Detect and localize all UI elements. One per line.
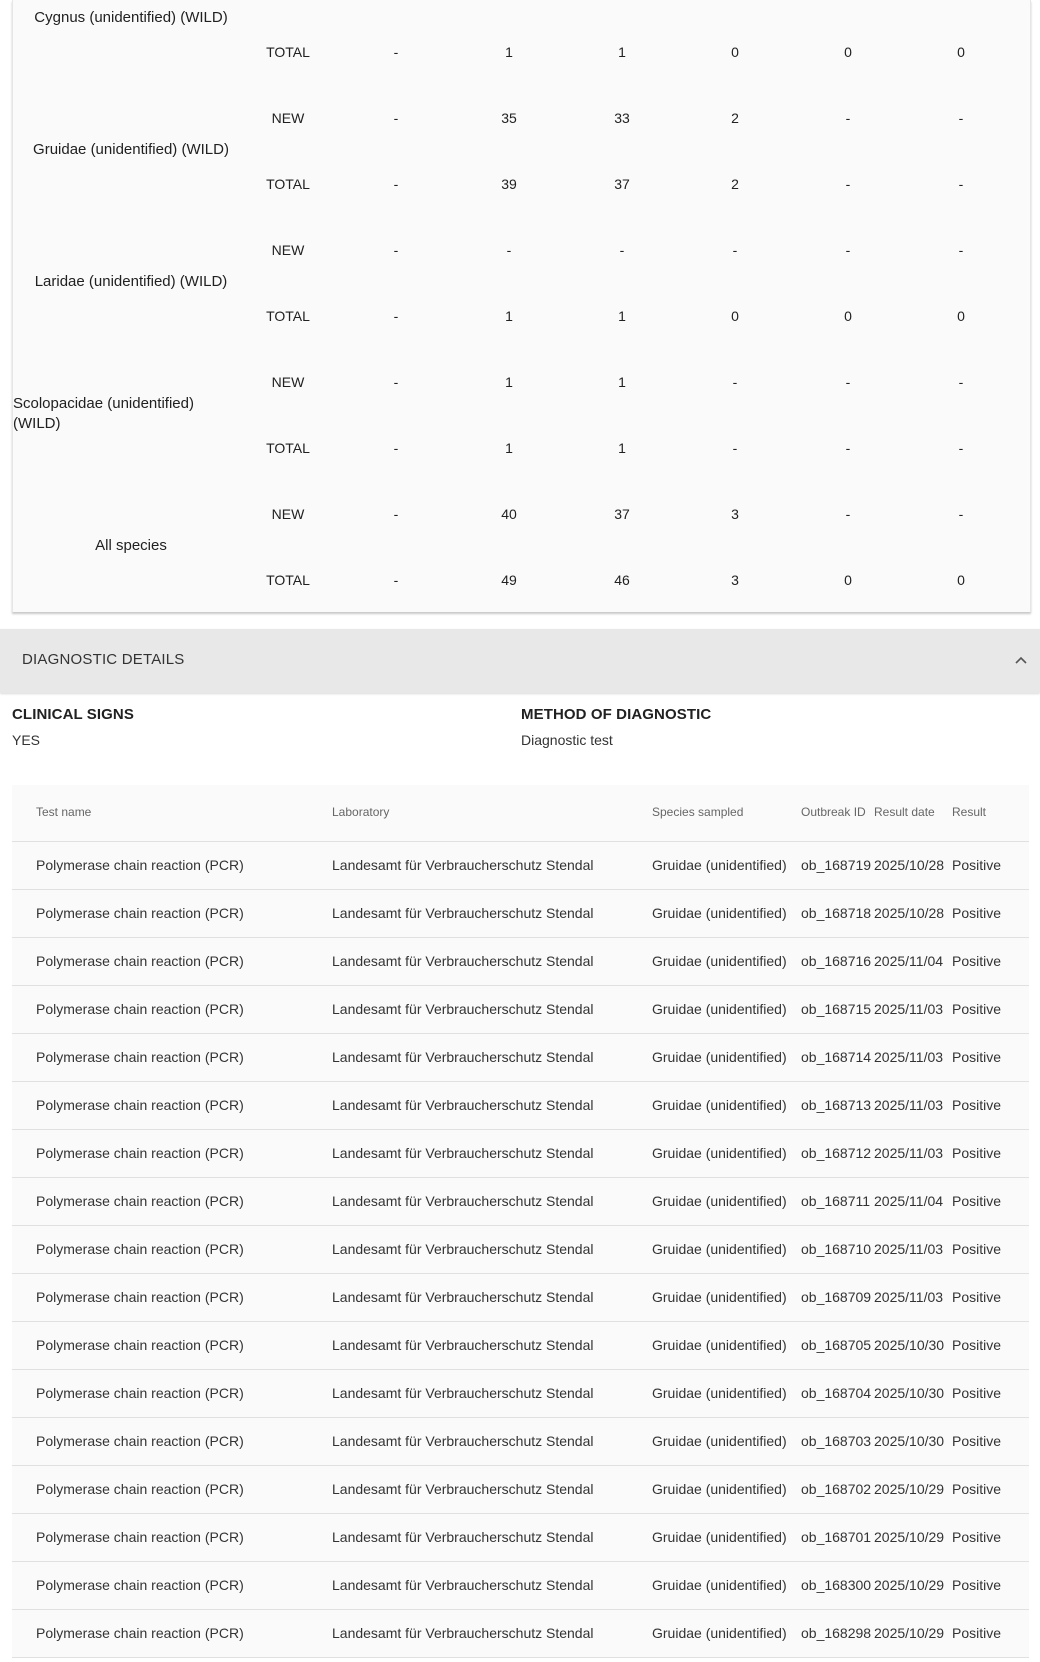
value-cell: - xyxy=(845,440,851,456)
table-row xyxy=(12,1466,1029,1514)
value-cell: - xyxy=(958,506,964,522)
cell-species: Gruidae (unidentified) xyxy=(652,1145,787,1161)
cell-laboratory: Landesamt für Verbraucherschutz Stendal xyxy=(332,1097,594,1113)
cell-result: Positive xyxy=(952,1385,1002,1401)
value-cell: - xyxy=(506,242,512,258)
chevron-up-icon[interactable] xyxy=(1014,653,1028,667)
value-cell: 0 xyxy=(844,44,852,60)
cell-result: Positive xyxy=(952,1001,1002,1017)
cell-laboratory: Landesamt für Verbraucherschutz Stendal xyxy=(332,1241,594,1257)
cell-laboratory: Landesamt für Verbraucherschutz Stendal xyxy=(332,857,594,873)
cell-test-name: Polymerase chain reaction (PCR) xyxy=(36,1577,244,1593)
value-cell: 0 xyxy=(957,308,965,324)
header-species[interactable]: Species sampled xyxy=(652,805,744,819)
row-type: TOTAL xyxy=(266,572,310,588)
cell-species: Gruidae (unidentified) xyxy=(652,1385,787,1401)
value-cell: 2 xyxy=(731,176,739,192)
cell-outbreak-id: ob_168710 xyxy=(801,1241,872,1257)
value-cell: 0 xyxy=(844,308,852,324)
cell-laboratory: Landesamt für Verbraucherschutz Stendal xyxy=(332,1433,594,1449)
table-row xyxy=(12,1034,1029,1082)
cell-test-name: Polymerase chain reaction (PCR) xyxy=(36,1145,244,1161)
cell-result: Positive xyxy=(952,1097,1002,1113)
species-row xyxy=(13,40,1030,64)
cell-result-date: 2025/11/04 xyxy=(874,953,944,969)
cell-species: Gruidae (unidentified) xyxy=(652,1193,787,1209)
table-row xyxy=(12,1274,1029,1322)
cell-result-date: 2025/10/30 xyxy=(874,1337,945,1353)
section-title: DIAGNOSTIC DETAILS xyxy=(22,651,185,668)
cell-result-date: 2025/11/03 xyxy=(874,1001,944,1017)
value-cell: 1 xyxy=(618,44,626,60)
value-cell: - xyxy=(845,242,851,258)
cell-test-name: Polymerase chain reaction (PCR) xyxy=(36,1529,244,1545)
cell-test-name: Polymerase chain reaction (PCR) xyxy=(36,1097,244,1113)
value-cell: 49 xyxy=(501,572,517,588)
table-row xyxy=(12,1130,1029,1178)
cell-outbreak-id: ob_168300 xyxy=(801,1577,872,1593)
cell-test-name: Polymerase chain reaction (PCR) xyxy=(36,1625,244,1641)
cell-result-date: 2025/11/04 xyxy=(874,1193,944,1209)
cell-species: Gruidae (unidentified) xyxy=(652,1481,787,1497)
species-name: Cygnus (unidentified) (WILD) xyxy=(34,9,228,26)
value-cell: - xyxy=(393,242,399,258)
value-cell: 33 xyxy=(614,110,630,126)
table-body xyxy=(12,842,1029,1658)
cell-species: Gruidae (unidentified) xyxy=(652,1337,787,1353)
cell-outbreak-id: ob_168719 xyxy=(801,857,872,873)
cell-outbreak-id: ob_168702 xyxy=(801,1481,872,1497)
table-row xyxy=(12,1418,1029,1466)
cell-result-date: 2025/10/30 xyxy=(874,1385,945,1401)
cell-outbreak-id: ob_168298 xyxy=(801,1625,872,1641)
value-cell: - xyxy=(845,374,851,390)
table-row xyxy=(12,890,1029,938)
cell-result: Positive xyxy=(952,1049,1002,1065)
header-result-date[interactable]: Result date xyxy=(874,805,935,819)
cell-test-name: Polymerase chain reaction (PCR) xyxy=(36,1193,244,1209)
cell-result-date: 2025/10/30 xyxy=(874,1433,945,1449)
species-row xyxy=(13,436,1030,460)
cell-result: Positive xyxy=(952,1577,1002,1593)
cell-laboratory: Landesamt für Verbraucherschutz Stendal xyxy=(332,1385,594,1401)
cell-species: Gruidae (unidentified) xyxy=(652,1001,787,1017)
species-row xyxy=(13,370,1030,394)
cell-outbreak-id: ob_168705 xyxy=(801,1337,872,1353)
value-cell: 39 xyxy=(501,176,517,192)
value-cell: 1 xyxy=(618,374,626,390)
cell-species: Gruidae (unidentified) xyxy=(652,857,787,873)
table-row xyxy=(12,1226,1029,1274)
cell-result-date: 2025/10/29 xyxy=(874,1577,945,1593)
value-cell: 37 xyxy=(614,506,630,522)
cell-outbreak-id: ob_168709 xyxy=(801,1289,872,1305)
species-row xyxy=(13,304,1030,328)
cell-outbreak-id: ob_168716 xyxy=(801,953,872,969)
cell-result: Positive xyxy=(952,1241,1002,1257)
clinical-signs-value: YES xyxy=(12,732,41,748)
cell-test-name: Polymerase chain reaction (PCR) xyxy=(36,1241,244,1257)
value-cell: - xyxy=(958,440,964,456)
value-cell: - xyxy=(732,242,738,258)
method-label: METHOD OF DIAGNOSTIC xyxy=(521,706,712,723)
value-cell: - xyxy=(845,506,851,522)
value-cell: - xyxy=(958,242,964,258)
method-value: Diagnostic test xyxy=(521,732,613,748)
cell-result-date: 2025/10/29 xyxy=(874,1625,945,1641)
cell-result-date: 2025/11/03 xyxy=(874,1145,944,1161)
cell-result-date: 2025/10/28 xyxy=(874,857,945,873)
value-cell: 2 xyxy=(731,110,739,126)
cell-laboratory: Landesamt für Verbraucherschutz Stendal xyxy=(332,1049,594,1065)
diagnostic-table xyxy=(12,785,1029,1658)
header-result[interactable]: Result xyxy=(952,805,987,819)
value-cell: 1 xyxy=(505,374,513,390)
species-name: Scolopacidae (unidentified) (WILD) xyxy=(13,395,194,432)
value-cell: 40 xyxy=(501,506,517,522)
value-cell: 1 xyxy=(505,44,513,60)
cell-result-date: 2025/10/29 xyxy=(874,1529,945,1545)
cell-laboratory: Landesamt für Verbraucherschutz Stendal xyxy=(332,1001,594,1017)
value-cell: - xyxy=(958,110,964,126)
table-row xyxy=(12,986,1029,1034)
cell-outbreak-id: ob_168713 xyxy=(801,1097,872,1113)
cell-species: Gruidae (unidentified) xyxy=(652,1433,787,1449)
cell-laboratory: Landesamt für Verbraucherschutz Stendal xyxy=(332,1145,594,1161)
value-cell: - xyxy=(845,110,851,126)
value-cell: 0 xyxy=(957,44,965,60)
cell-test-name: Polymerase chain reaction (PCR) xyxy=(36,1001,244,1017)
cell-species: Gruidae (unidentified) xyxy=(652,1097,787,1113)
cell-result-date: 2025/11/03 xyxy=(874,1097,944,1113)
cell-species: Gruidae (unidentified) xyxy=(652,1241,787,1257)
cell-test-name: Polymerase chain reaction (PCR) xyxy=(36,1049,244,1065)
cell-species: Gruidae (unidentified) xyxy=(652,1577,787,1593)
cell-result-date: 2025/11/03 xyxy=(874,1289,944,1305)
cell-laboratory: Landesamt für Verbraucherschutz Stendal xyxy=(332,1577,594,1593)
row-type: NEW xyxy=(271,506,305,522)
cell-outbreak-id: ob_168715 xyxy=(801,1001,872,1017)
cell-result: Positive xyxy=(952,1145,1002,1161)
species-row xyxy=(13,502,1030,526)
table-row xyxy=(12,1082,1029,1130)
cell-laboratory: Landesamt für Verbraucherschutz Stendal xyxy=(332,1481,594,1497)
value-cell: 1 xyxy=(505,440,513,456)
header-test-name[interactable]: Test name xyxy=(36,805,92,819)
row-type: TOTAL xyxy=(266,440,310,456)
table-row xyxy=(12,842,1029,890)
header-outbreak-id[interactable]: Outbreak ID xyxy=(801,805,866,819)
cell-test-name: Polymerase chain reaction (PCR) xyxy=(36,905,244,921)
species-name: Laridae (unidentified) (WILD) xyxy=(34,273,228,290)
cell-species: Gruidae (unidentified) xyxy=(652,1529,787,1545)
cell-laboratory: Landesamt für Verbraucherschutz Stendal xyxy=(332,1289,594,1305)
cell-species: Gruidae (unidentified) xyxy=(652,1625,787,1641)
cell-outbreak-id: ob_168714 xyxy=(801,1049,872,1065)
value-cell: - xyxy=(958,374,964,390)
cell-result-date: 2025/10/29 xyxy=(874,1481,945,1497)
value-cell: - xyxy=(732,374,738,390)
cell-test-name: Polymerase chain reaction (PCR) xyxy=(36,857,244,873)
value-cell: - xyxy=(393,506,399,522)
species-row xyxy=(13,238,1030,262)
species-name: Gruidae (unidentified) (WILD) xyxy=(33,141,229,158)
clinical-signs-label: CLINICAL SIGNS xyxy=(12,706,134,723)
header-laboratory[interactable]: Laboratory xyxy=(332,805,390,819)
cell-laboratory: Landesamt für Verbraucherschutz Stendal xyxy=(332,1625,594,1641)
table-row xyxy=(12,1562,1029,1610)
value-cell: - xyxy=(393,110,399,126)
cell-species: Gruidae (unidentified) xyxy=(652,905,787,921)
value-cell: 1 xyxy=(505,308,513,324)
cell-result-date: 2025/10/28 xyxy=(874,905,945,921)
value-cell: - xyxy=(393,308,399,324)
row-type: NEW xyxy=(271,110,305,126)
value-cell: 46 xyxy=(614,572,630,588)
cell-result: Positive xyxy=(952,1481,1002,1497)
table-header-row xyxy=(12,785,1029,842)
row-type: TOTAL xyxy=(266,176,310,192)
cell-outbreak-id: ob_168701 xyxy=(801,1529,872,1545)
table-row xyxy=(12,1322,1029,1370)
cell-test-name: Polymerase chain reaction (PCR) xyxy=(36,1337,244,1353)
cell-outbreak-id: ob_168711 xyxy=(801,1193,871,1209)
cell-laboratory: Landesamt für Verbraucherschutz Stendal xyxy=(332,1193,594,1209)
cell-test-name: Polymerase chain reaction (PCR) xyxy=(36,1289,244,1305)
table-row xyxy=(12,1610,1029,1658)
species-row xyxy=(13,172,1030,196)
row-type: NEW xyxy=(271,374,305,390)
value-cell: 1 xyxy=(618,440,626,456)
value-cell: - xyxy=(619,242,625,258)
table-row xyxy=(12,938,1029,986)
method-block xyxy=(521,706,711,748)
cell-test-name: Polymerase chain reaction (PCR) xyxy=(36,953,244,969)
row-type: NEW xyxy=(271,242,305,258)
species-row xyxy=(13,106,1030,130)
value-cell: 1 xyxy=(618,308,626,324)
cell-test-name: Polymerase chain reaction (PCR) xyxy=(36,1433,244,1449)
value-cell: 0 xyxy=(957,572,965,588)
value-cell: 37 xyxy=(614,176,630,192)
value-cell: 0 xyxy=(731,308,739,324)
cell-species: Gruidae (unidentified) xyxy=(652,953,787,969)
cell-result: Positive xyxy=(952,953,1002,969)
diagnostic-details-header[interactable] xyxy=(0,629,1040,693)
table-row xyxy=(12,1370,1029,1418)
species-summary-table xyxy=(12,0,1031,612)
table-row xyxy=(12,1514,1029,1562)
value-cell: - xyxy=(958,176,964,192)
cell-test-name: Polymerase chain reaction (PCR) xyxy=(36,1481,244,1497)
cell-result: Positive xyxy=(952,1337,1002,1353)
value-cell: - xyxy=(393,374,399,390)
value-cell: - xyxy=(393,572,399,588)
cell-test-name: Polymerase chain reaction (PCR) xyxy=(36,1385,244,1401)
cell-result: Positive xyxy=(952,1529,1002,1545)
cell-species: Gruidae (unidentified) xyxy=(652,1049,787,1065)
cell-result: Positive xyxy=(952,1193,1002,1209)
species-row xyxy=(13,568,1030,592)
cell-laboratory: Landesamt für Verbraucherschutz Stendal xyxy=(332,953,594,969)
value-cell: - xyxy=(732,440,738,456)
cell-result-date: 2025/11/03 xyxy=(874,1241,944,1257)
table-row xyxy=(12,1178,1029,1226)
value-cell: 0 xyxy=(731,44,739,60)
cell-outbreak-id: ob_168703 xyxy=(801,1433,872,1449)
cell-laboratory: Landesamt für Verbraucherschutz Stendal xyxy=(332,905,594,921)
value-cell: - xyxy=(393,44,399,60)
clinical-signs-block xyxy=(12,706,134,748)
cell-outbreak-id: ob_168704 xyxy=(801,1385,872,1401)
cell-result-date: 2025/11/03 xyxy=(874,1049,944,1065)
cell-result: Positive xyxy=(952,1289,1002,1305)
cell-outbreak-id: ob_168712 xyxy=(801,1145,872,1161)
value-cell: - xyxy=(393,440,399,456)
value-cell: 3 xyxy=(731,572,739,588)
cell-result: Positive xyxy=(952,1433,1002,1449)
row-type: TOTAL xyxy=(266,44,310,60)
value-cell: 35 xyxy=(501,110,517,126)
cell-result: Positive xyxy=(952,857,1002,873)
value-cell: - xyxy=(393,176,399,192)
value-cell: 0 xyxy=(844,572,852,588)
cell-laboratory: Landesamt für Verbraucherschutz Stendal xyxy=(332,1529,594,1545)
cell-result: Positive xyxy=(952,905,1002,921)
value-cell: 3 xyxy=(731,506,739,522)
species-name: All species xyxy=(95,537,167,554)
cell-result: Positive xyxy=(952,1625,1002,1641)
row-type: TOTAL xyxy=(266,308,310,324)
cell-species: Gruidae (unidentified) xyxy=(652,1289,787,1305)
cell-laboratory: Landesamt für Verbraucherschutz Stendal xyxy=(332,1337,594,1353)
value-cell: - xyxy=(845,176,851,192)
cell-outbreak-id: ob_168718 xyxy=(801,905,872,921)
